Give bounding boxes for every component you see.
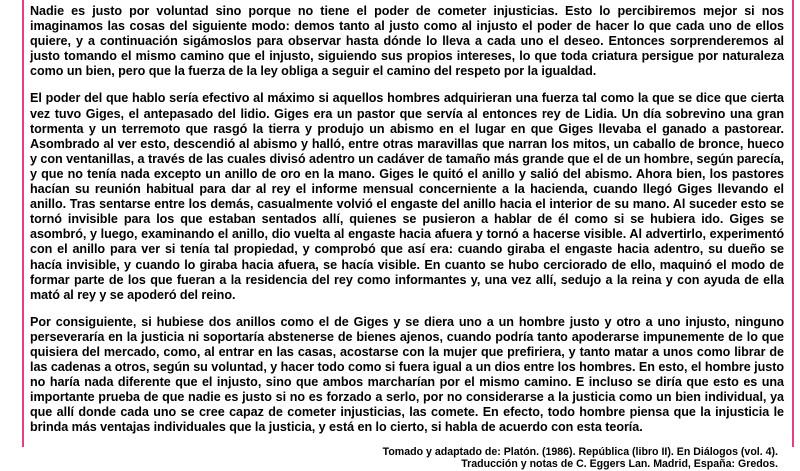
right-margin-rule bbox=[792, 0, 794, 447]
source-line-1: Tomado y adaptado de: Platón. (1986). República (libro II). En Diálogos (vol. 4). bbox=[382, 445, 778, 458]
source-line-2: Traducción y notas de C. Eggers Lan. Madrid, España: Gredos. bbox=[461, 458, 778, 471]
paragraph-3: Por consiguiente, si hubiese dos anillos como el de Giges y se diera uno a un hombre justo y otro a uno injusto, ninguno perseveraría en la justicia ni soportaría abstenerse de bienes ajenos, cuando podría tanto apoderarse impunemente de lo que quisiera del mercado, como, al entrar en las casas, acostarse con la mujer que prefiriera, y tanto matar a unos como librar de las cadenas a otros, según su voluntad, y hacer todo como si fuera igual a un dios entre los hombres. En esto, el hombre justo no haría nada diferente que el injusto, sino que ambos marcharían por el mismo camino. E incluso se diría que esto es una importante prueba de que nadie es justo si no es forzado a serlo, por no considerarse a la justicia como un bien individual, ya que allí donde cada uno se cree capaz de cometer injusticias, las comete. En efecto, todo hombre piensa que la injusticia le brinda más ventajas individuales que la justicia, y está en lo cierto, si habla de acuerdo con esta teoría. bbox=[30, 314, 784, 435]
paragraph-1: Nadie es justo por voluntad sino porque no tiene el poder de cometer injusticias. Esto lo percibiremos mejor si nos imaginamos las cosas del siguiente modo: demos tanto al justo como al injusto el poder de hacer lo que cada uno de ellos quiere, y a continuación sigámoslos para observar hasta dónde lo lleva a cada uno el deseo. Entonces sorprenderemos al justo tomando el mismo camino que el injusto, siguiendo sus propios intereses, lo que toda criatura persigue por naturaleza como un bien, pero que la fuerza de la ley obliga a seguir el camino del respeto por la igualdad. bbox=[30, 4, 784, 79]
paragraph-2: El poder del que hablo sería efectivo al máximo si aquellos hombres adquirieran una fuerza tal como la que se dice que cierta vez tuvo Giges, el antepasado del lidio. Giges era un pastor que servía al entonces rey de Lidia. Un día sobrevino una gran tormenta y un terremoto que rasgó la tierra y produjo un abismo en el lugar en que Giges llevaba el ganado a pastorear. Asombrado al ver esto, descendió al abismo y halló, entre otras maravillas que narran los mitos, un caballo de bronce, hueco y con ventanillas, a través de las cuales divisó adentro un cadáver de tamaño más grande que el de un hombre, según parecía, y que no tenía nada excepto un anillo de oro en la mano. Giges le quitó el anillo y salió del abismo. Ahora bien, los pastores hacían su reunión habitual para dar al rey el informe mensual concerniente a la hacienda, cuando llegó Giges llevando el anillo. Tras sentarse entre los demás, casualmente volvió el engaste del anillo hacia el interior de su mano. Al suceder esto se tornó invisible para los que estaban sentados allí, quienes se pusieron a hablar de él como si se hubiera ido. Giges se asombró, y luego, examinando el anillo, dio vuelta al engaste hacia afuera y tornó a hacerse visible. Al advertirlo, experimentó con el anillo para ver si tenía tal propiedad, y comprobó que así era: cuando giraba el engaste hacia adentro, su dueño se hacía invisible, y cuando lo giraba hacia afuera, se hacía visible. En cuanto se hubo cerciorado de ello, maquinó el modo de formar parte de los que fueran a la residencia del rey como informantes y, una vez allí, sedujo a la reina y con ayuda de ella mató al rey y se apoderó del reino. bbox=[30, 91, 784, 302]
document-body bbox=[30, 4, 784, 471]
left-margin-rule bbox=[22, 0, 24, 447]
source-citation bbox=[30, 446, 784, 471]
